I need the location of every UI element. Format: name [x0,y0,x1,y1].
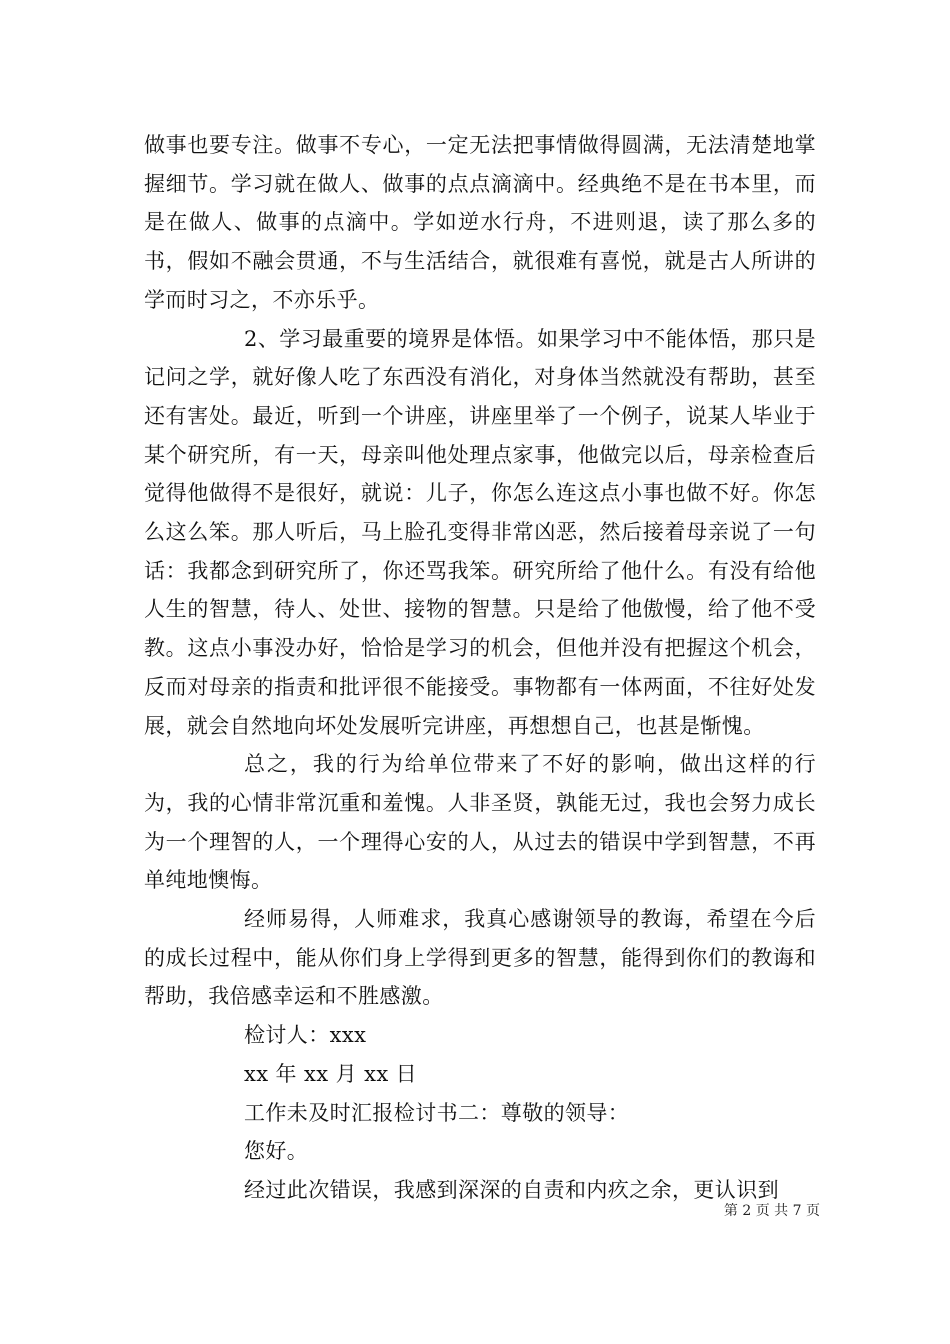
last-line: 经过此次错误，我感到深深的自责和内疚之余，更认识到 [244,1177,779,1202]
greeting-line: 您好。 [244,1139,309,1164]
page-number: 第 2 页 共 7 页 [723,1203,820,1219]
paragraph-conclusion: 总之，我的行为给单位带来了不好的影响，做出这样的行为，我的心情非常沉重和羞愧。人非圣贤，孰能无过，我也会努力成长为一个理智的人，一个理得心安的人，从过去的错误中学到智慧，不再单纯地懊悔。 [144,752,816,893]
document-body [144,126,816,1210]
signature-line: 检讨人：xxx [244,1023,367,1048]
second-letter-title: 工作未及时汇报检讨书二：尊敬的领导： [244,1100,630,1125]
paragraph-gratitude: 经师易得，人师难求，我真心感谢领导的教诲，希望在今后的成长过程中，能从你们身上学得到更多的智慧，能得到你们的教诲和帮助，我倍感幸运和不胜感激。 [144,907,816,1009]
paragraph-enlightenment: 2、学习最重要的境界是体悟。如果学习中不能体悟，那只是记问之学，就好像人吃了东西没有消化，对身体当然就没有帮助，甚至还有害处。最近，听到一个讲座，讲座里举了一个例子，说某人毕业于某个研究所，有一天，母亲叫他处理点家事，他做完以后，母亲检查后觉得他做得不是很好，就说：儿子，你怎么连这点小事也做不好。你怎么这么笨。那人听后，马上脸孔变得非常凶恶，然后接着母亲说了一句话：我都念到研究所了，你还骂我笨。研究所给了他什么。有没有给他人生的智慧，待人、处世、接物的智慧。只是给了他傲慢，给了他不受教。这点小事没办好，恰恰是学习的机会，但他并没有把握这个机会，反而对母亲的指责和批评很不能接受。事物都有一体两面，不往好处发展，就会自然地向坏处发展听完讲座，再想想自己，也甚是惭愧。 [144,326,816,738]
date-line: xx 年 xx 月 xx 日 [244,1061,418,1086]
paragraph-focus: 做事也要专注。做事不专心，一定无法把事情做得圆满，无法清楚地掌握细节。学习就在做人、做事的点点滴滴中。经典绝不是在书本里，而是在做人、做事的点滴中。学如逆水行舟，不进则退，读了那么多的书，假如不融会贯通，不与生活结合，就很难有喜悦，就是古人所讲的学而时习之，不亦乐乎。 [144,133,816,312]
